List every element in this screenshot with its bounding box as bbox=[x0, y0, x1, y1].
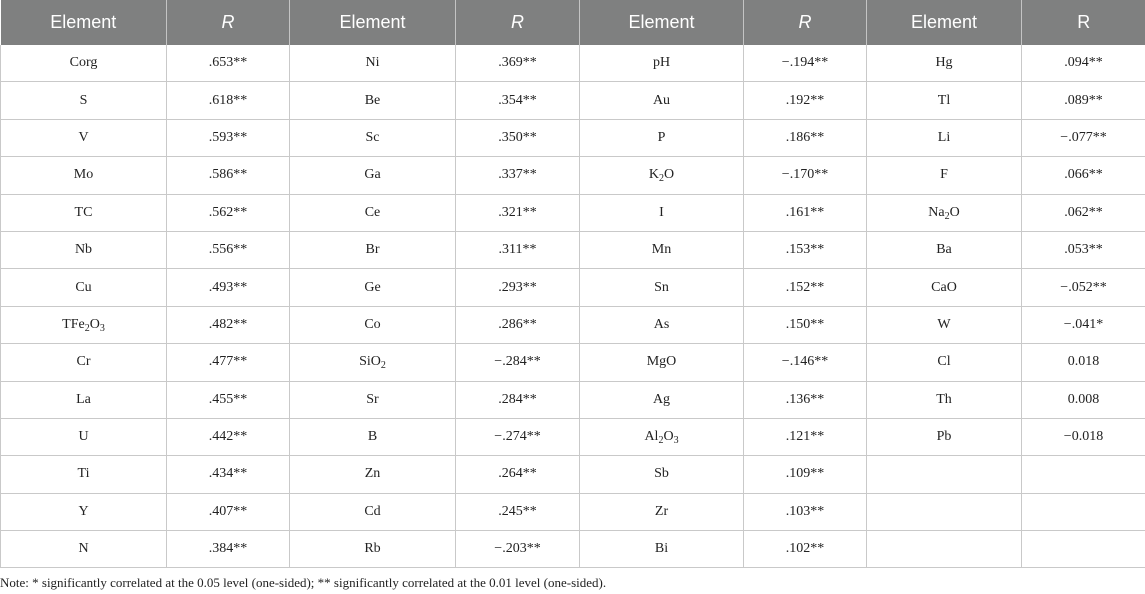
r-value-cell: −.274** bbox=[456, 418, 580, 455]
element-cell: Ce bbox=[290, 194, 456, 231]
r-value-cell: .493** bbox=[167, 269, 290, 306]
r-value-cell: −.170** bbox=[744, 157, 867, 194]
element-cell: Th bbox=[867, 381, 1022, 418]
element-cell: pH bbox=[580, 45, 744, 82]
element-cell: Tl bbox=[867, 82, 1022, 119]
r-value-cell: .477** bbox=[167, 344, 290, 381]
r-value-cell: 0.008 bbox=[1022, 381, 1145, 418]
element-cell: La bbox=[1, 381, 167, 418]
r-value-cell bbox=[1022, 531, 1145, 568]
r-value-cell: 0.018 bbox=[1022, 344, 1145, 381]
element-cell bbox=[867, 493, 1022, 530]
table-row bbox=[1, 269, 1145, 306]
r-value-cell: .337** bbox=[456, 157, 580, 194]
element-cell: I bbox=[580, 194, 744, 231]
r-value-cell: .094** bbox=[1022, 45, 1145, 82]
element-cell: Ga bbox=[290, 157, 456, 194]
r-value-cell: .369** bbox=[456, 45, 580, 82]
element-cell: Mo bbox=[1, 157, 167, 194]
element-cell: U bbox=[1, 418, 167, 455]
r-value-cell: −.203** bbox=[456, 531, 580, 568]
element-cell: $Na_2O$ bbox=[867, 194, 1022, 231]
r-value-cell: .192** bbox=[744, 82, 867, 119]
element-cell: Y bbox=[1, 493, 167, 530]
r-value-cell: −0.018 bbox=[1022, 418, 1145, 455]
table-row bbox=[1, 381, 1145, 418]
r-value-cell: −.077** bbox=[1022, 119, 1145, 156]
element-cell: F bbox=[867, 157, 1022, 194]
r-value-cell: .350** bbox=[456, 119, 580, 156]
r-value-cell: .136** bbox=[744, 381, 867, 418]
element-cell: Zn bbox=[290, 456, 456, 493]
r-value-cell: .286** bbox=[456, 306, 580, 343]
element-cell: Ni bbox=[290, 45, 456, 82]
table-row bbox=[1, 344, 1145, 381]
r-value-cell bbox=[1022, 493, 1145, 530]
r-value-cell: .586** bbox=[167, 157, 290, 194]
element-cell: $Al_2O_3$ bbox=[580, 418, 744, 455]
r-value-cell: .653** bbox=[167, 45, 290, 82]
table-row bbox=[1, 306, 1145, 343]
element-cell: Nb bbox=[1, 231, 167, 268]
table-row bbox=[1, 493, 1145, 530]
r-value-cell: .593** bbox=[167, 119, 290, 156]
r-value-cell: .089** bbox=[1022, 82, 1145, 119]
r-value-cell: .102** bbox=[744, 531, 867, 568]
r-value-cell: .556** bbox=[167, 231, 290, 268]
r-value-cell: .161** bbox=[744, 194, 867, 231]
r-value-cell: .153** bbox=[744, 231, 867, 268]
table-row bbox=[1, 45, 1145, 82]
element-cell: V bbox=[1, 119, 167, 156]
table-row bbox=[1, 119, 1145, 156]
r-value-cell: .053** bbox=[1022, 231, 1145, 268]
element-cell: N bbox=[1, 531, 167, 568]
r-value-cell bbox=[1022, 456, 1145, 493]
column-header: Element bbox=[867, 0, 1022, 45]
r-value-cell: .066** bbox=[1022, 157, 1145, 194]
element-cell: Li bbox=[867, 119, 1022, 156]
element-cell: CaO bbox=[867, 269, 1022, 306]
r-value-cell: .562** bbox=[167, 194, 290, 231]
column-header: R bbox=[1022, 0, 1145, 45]
element-cell: S bbox=[1, 82, 167, 119]
column-header: Element bbox=[1, 0, 167, 45]
element-cell: Ba bbox=[867, 231, 1022, 268]
element-cell: Pb bbox=[867, 418, 1022, 455]
r-value-cell: .618** bbox=[167, 82, 290, 119]
r-value-cell: .284** bbox=[456, 381, 580, 418]
r-value-cell: .293** bbox=[456, 269, 580, 306]
r-value-cell: .482** bbox=[167, 306, 290, 343]
element-cell: Ti bbox=[1, 456, 167, 493]
r-value-cell: .062** bbox=[1022, 194, 1145, 231]
r-value-cell: .103** bbox=[744, 493, 867, 530]
r-value-cell: −.146** bbox=[744, 344, 867, 381]
element-cell: Sn bbox=[580, 269, 744, 306]
element-cell: Mn bbox=[580, 231, 744, 268]
element-cell: Sc bbox=[290, 119, 456, 156]
element-cell: Be bbox=[290, 82, 456, 119]
r-value-cell: .121** bbox=[744, 418, 867, 455]
header-row bbox=[1, 0, 1145, 45]
element-cell: Au bbox=[580, 82, 744, 119]
r-value-cell: .384** bbox=[167, 531, 290, 568]
r-value-cell: .407** bbox=[167, 493, 290, 530]
element-cell: Cu bbox=[1, 269, 167, 306]
element-cell: Br bbox=[290, 231, 456, 268]
element-cell: Corg bbox=[1, 45, 167, 82]
element-cell: Bi bbox=[580, 531, 744, 568]
table-row bbox=[1, 194, 1145, 231]
column-header: R bbox=[744, 0, 867, 45]
element-cell: Rb bbox=[290, 531, 456, 568]
element-cell: SiO$_2$ bbox=[290, 344, 456, 381]
table-row bbox=[1, 418, 1145, 455]
element-cell: Zr bbox=[580, 493, 744, 530]
element-cell: Sr bbox=[290, 381, 456, 418]
element-cell bbox=[867, 456, 1022, 493]
element-cell: Cd bbox=[290, 493, 456, 530]
r-value-cell: −.194** bbox=[744, 45, 867, 82]
element-cell: TC bbox=[1, 194, 167, 231]
element-cell: MgO bbox=[580, 344, 744, 381]
table-row bbox=[1, 157, 1145, 194]
element-cell: Cr bbox=[1, 344, 167, 381]
r-value-cell: −.041* bbox=[1022, 306, 1145, 343]
column-header: Element bbox=[580, 0, 744, 45]
element-cell: Ag bbox=[580, 381, 744, 418]
r-value-cell: .152** bbox=[744, 269, 867, 306]
element-cell: P bbox=[580, 119, 744, 156]
table-row bbox=[1, 231, 1145, 268]
r-value-cell: .245** bbox=[456, 493, 580, 530]
r-value-cell: .311** bbox=[456, 231, 580, 268]
element-cell: Co bbox=[290, 306, 456, 343]
r-value-cell: .150** bbox=[744, 306, 867, 343]
r-value-cell: .109** bbox=[744, 456, 867, 493]
r-value-cell: .264** bbox=[456, 456, 580, 493]
r-value-cell: .442** bbox=[167, 418, 290, 455]
element-cell: $K_2O$ bbox=[580, 157, 744, 194]
element-cell: W bbox=[867, 306, 1022, 343]
element-cell: B bbox=[290, 418, 456, 455]
element-cell: Cl bbox=[867, 344, 1022, 381]
r-value-cell: .321** bbox=[456, 194, 580, 231]
table-row bbox=[1, 531, 1145, 568]
table-body bbox=[1, 45, 1145, 568]
element-cell: Ge bbox=[290, 269, 456, 306]
element-cell: Sb bbox=[580, 456, 744, 493]
table-note: Note: * significantly correlated at the 0.05 level (one-sided); ** significantly correlated at the 0.01 level (one-sided). bbox=[0, 575, 607, 590]
r-value-cell: .455** bbox=[167, 381, 290, 418]
element-cell: As bbox=[580, 306, 744, 343]
column-header: Element bbox=[290, 0, 456, 45]
r-value-cell: .354** bbox=[456, 82, 580, 119]
r-value-cell: −.052** bbox=[1022, 269, 1145, 306]
r-value-cell: .434** bbox=[167, 456, 290, 493]
r-value-cell: −.284** bbox=[456, 344, 580, 381]
table-row bbox=[1, 82, 1145, 119]
element-cell: $TFe_2O_3$ bbox=[1, 306, 167, 343]
element-cell bbox=[867, 531, 1022, 568]
r-value-cell: .186** bbox=[744, 119, 867, 156]
column-header: R bbox=[167, 0, 290, 45]
column-header: R bbox=[456, 0, 580, 45]
table-row bbox=[1, 456, 1145, 493]
element-cell: Hg bbox=[867, 45, 1022, 82]
